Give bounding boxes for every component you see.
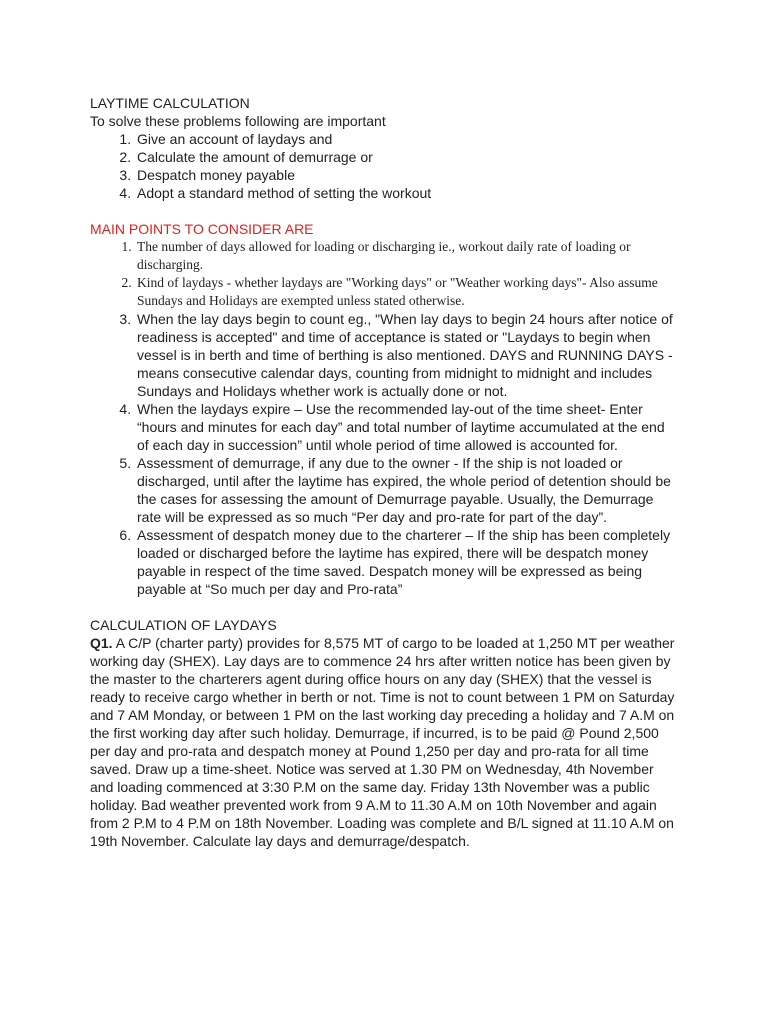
list-item: 4. When the laydays expire – Use the recommended lay-out of the time sheet- Enter “hours and minutes for each day” and total number of laytime accumulated at the end of each day in succession” until whole period of time allowed is accounted for. — [135, 400, 678, 454]
list-item: 3. Despatch money payable — [135, 166, 678, 184]
main-points-list — [90, 238, 678, 598]
heading-laytime-calculation: LAYTIME CALCULATION — [90, 95, 250, 111]
question-label: Q1. — [90, 635, 113, 651]
intro-text: To solve these problems following are important — [90, 113, 386, 129]
list-item: 2. Calculate the amount of demurrage or — [135, 148, 678, 166]
list-item: 2. Kind of laydays - whether laydays are "Working days" or "Weather working days"- Also assume Sundays and Holidays are exempted unless stated otherwise. — [135, 274, 678, 310]
important-list — [90, 130, 678, 202]
list-item: 6. Assessment of despatch money due to the charterer – If the ship has been completely loaded or discharged before the laytime has expired, there will be despatch money payable in respect of the time saved. Despatch money will be expressed as being payable at “So much per day and Pro-rata” — [135, 526, 678, 598]
list-item: 5. Assessment of demurrage, if any due to the owner - If the ship is not loaded or discharged, until after the laytime has expired, the whole period of detention should be the cases for assessing the amount of Demurrage payable. Usually, the Demurrage rate will be expressed as so much “Per day and pro-rate for part of the day”. — [135, 454, 678, 526]
document-body — [90, 94, 678, 850]
list-item: 4. Adopt a standard method of setting the workout — [135, 184, 678, 202]
question-1 — [90, 634, 678, 850]
question-text: A C/P (charter party) provides for 8,575 MT of cargo to be loaded at 1,250 MT per weather working day (SHEX). Lay days are to commence 24 hrs after written notice has been given by the master to the charterers agent during office hours on any day (SHEX) that the vessel is ready to receive cargo whether in berth or not. Time is not to count between 1 PM on Saturday and 7 AM Monday, or between 1 PM on the last working day preceding a holiday and 7 A.M on the first working day after such holiday. Demurrage, if incurred, is to be paid @ Pound 2,500 per day and pro-rata and despatch money at Pound 1,250 per day and pro-rata for all time saved. Draw up a time-sheet. Notice was served at 1.30 PM on Wednesday, 4th November and loading commenced at 3:30 P.M on the same day. Friday 13th November was a public holiday. Bad weather prevented work from 9 A.M to 11.30 A.M on 10th November and again from 2 P.M to 4 P.M on 18th November. Loading was complete and B/L signed at 11.10 A.M on 19th November. Calculate lay days and demurrage/despatch. — [90, 635, 675, 849]
list-item: 1. The number of days allowed for loading or discharging ie., workout daily rate of loading or discharging. — [135, 238, 678, 274]
list-item: 3. When the lay days begin to count eg., "When lay days to begin 24 hours after notice of readiness is accepted" and time of acceptance is stated or "Laydays to begin when vessel is in berth and time of berthing is also mentioned. DAYS and RUNNING DAYS - means consecutive calendar days, counting from midnight to midnight and includes Sundays and Holidays whether work is actually done or not. — [135, 310, 678, 400]
list-item: 1. Give an account of laydays and — [135, 130, 678, 148]
heading-main-points: MAIN POINTS TO CONSIDER ARE — [90, 221, 314, 237]
heading-calculation-of-laydays: CALCULATION OF LAYDAYS — [90, 617, 277, 633]
